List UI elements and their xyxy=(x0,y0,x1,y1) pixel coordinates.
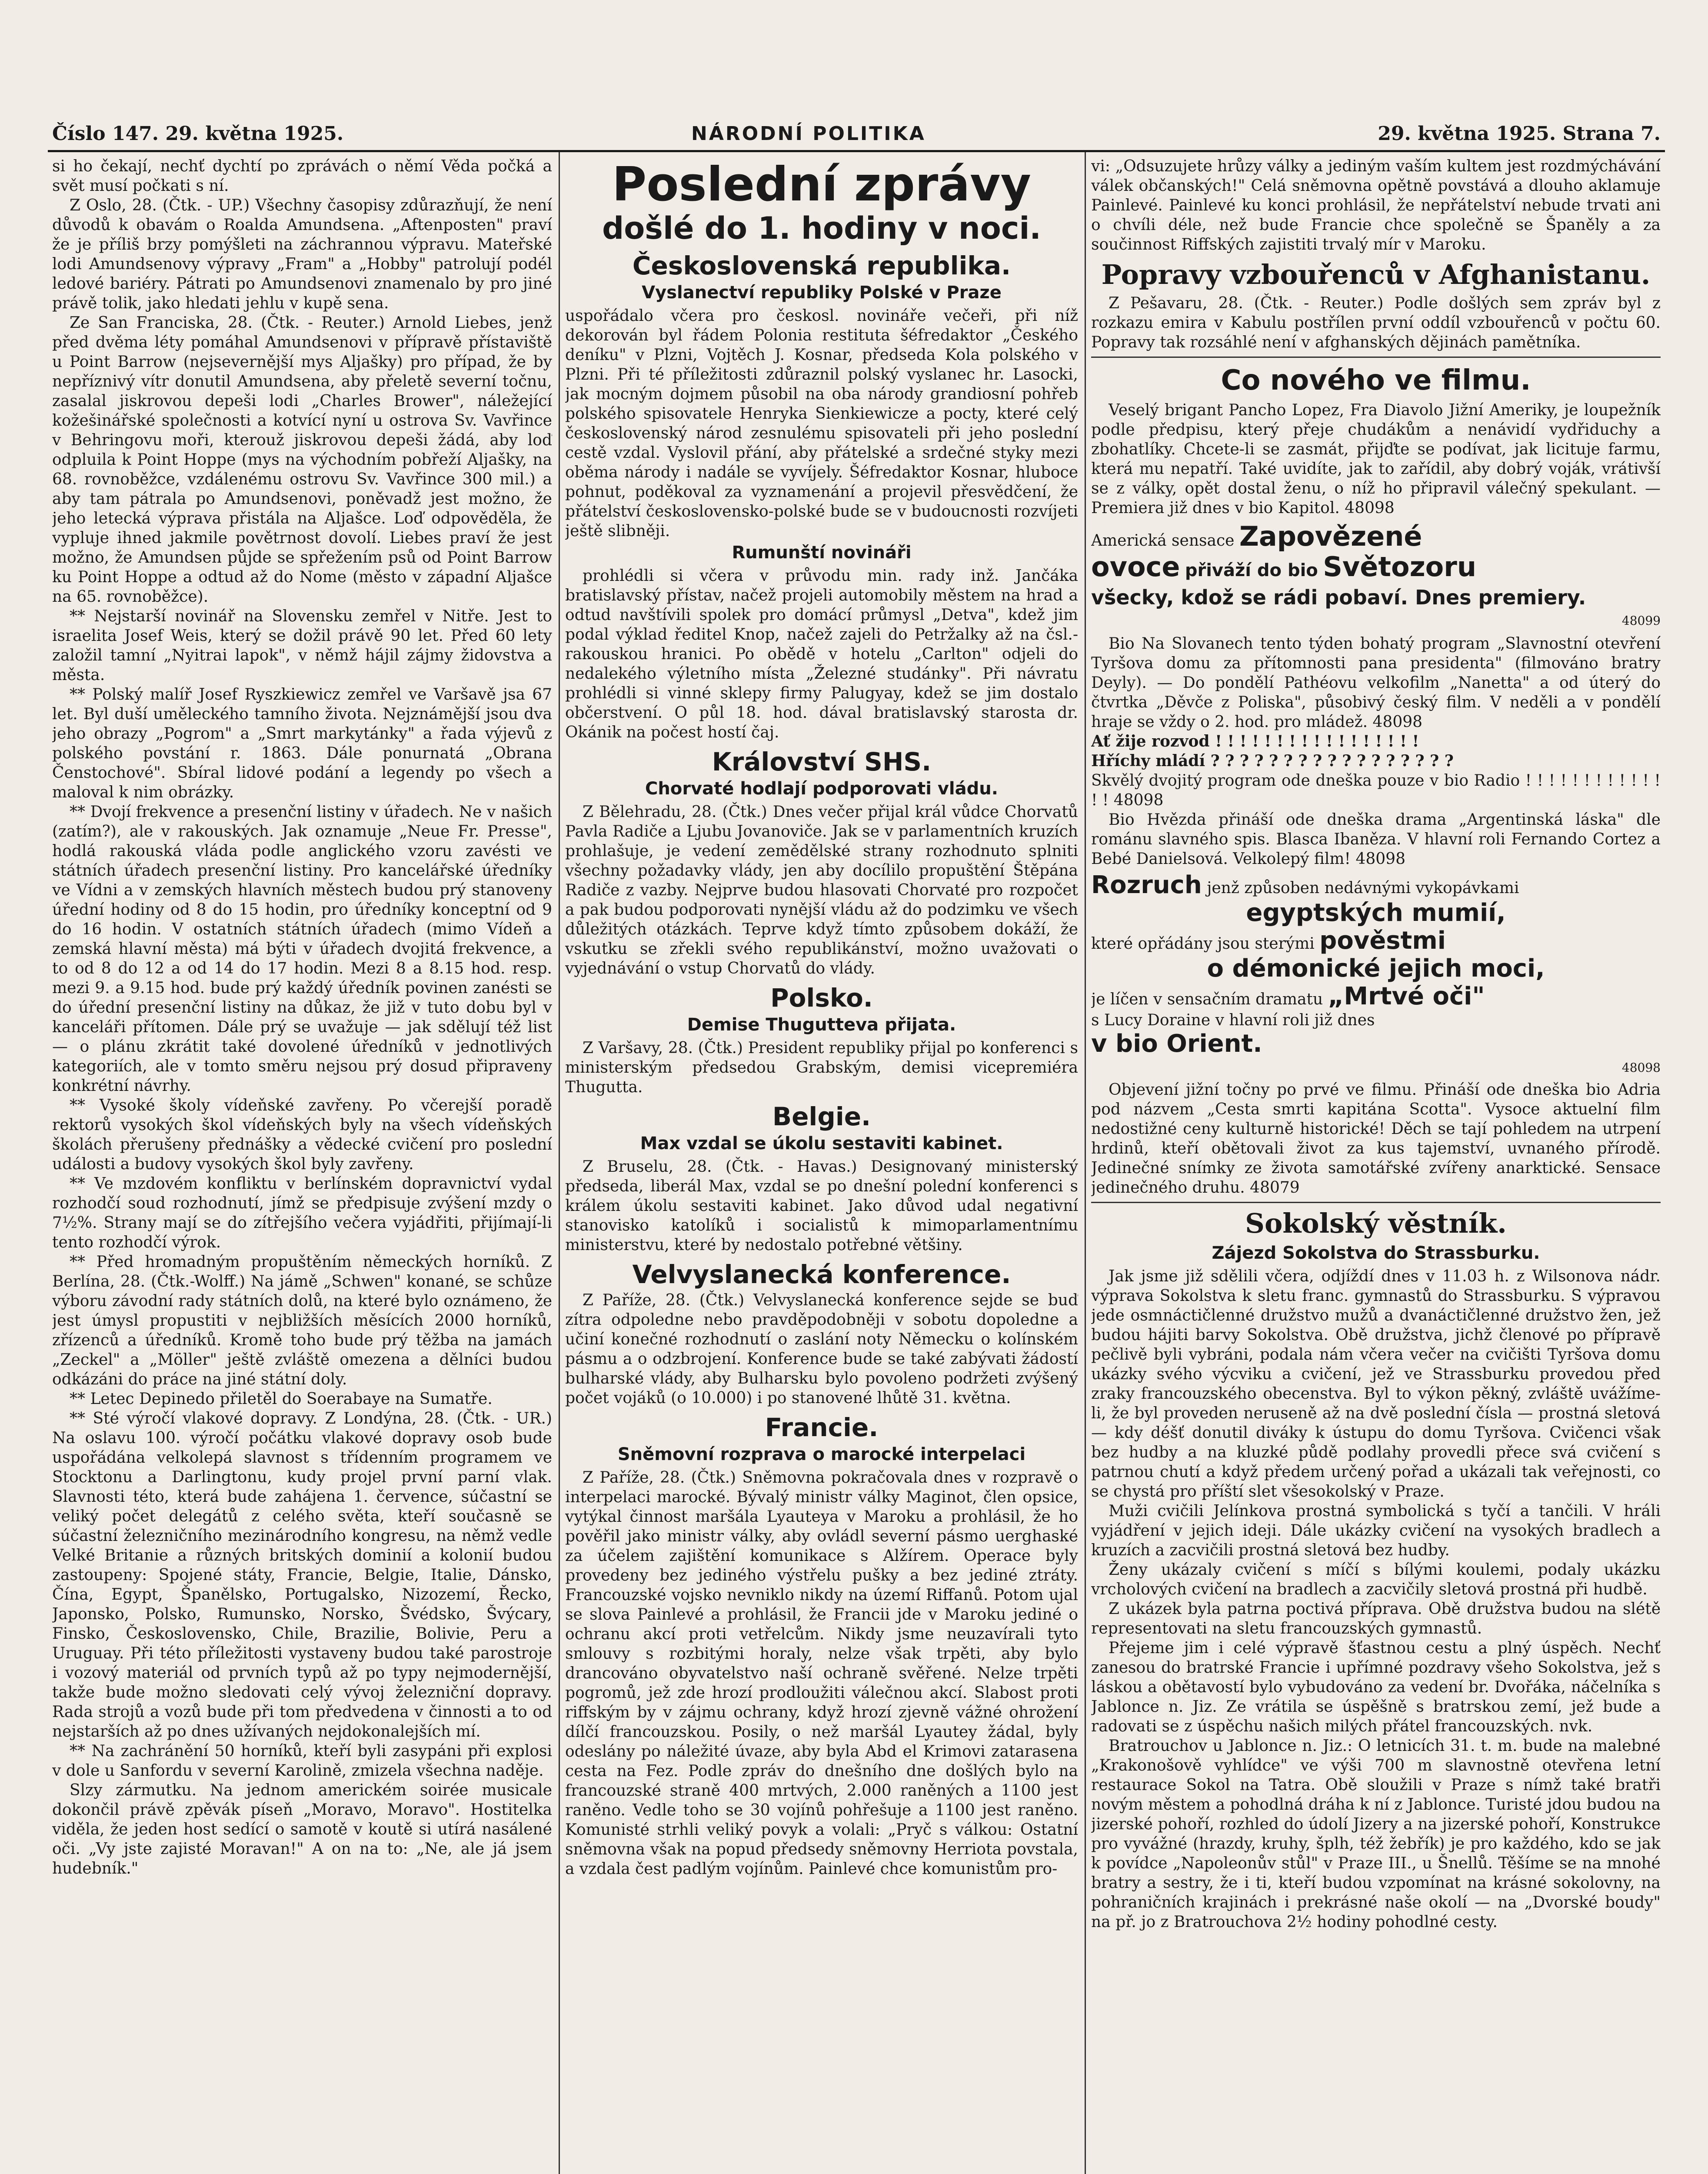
section-heading: Království SHS. xyxy=(712,747,932,777)
article-paragraph: Bio Na Slovanech tento týden bohatý program „Slavnostní otevření Tyršova domu za přítomnosti pana presidenta" (filmováno bratry Deyly). — Do pondělí Pathéovu velkofilm „Nanetta" a od úterý do čtvrtka „Děvče z Poliska", působivý český film. V neděli a v pondělí hraje se vždy o 2. hod. pro mládež. 48098 xyxy=(1091,635,1661,731)
article-paragraph: vi: „Odsuzujete hrůzy války a jediným vaším kultem jest rozdmýchávání válek občanských!" Celá sněmovna opětně povstává a dlouho aklamuje Painlevé. Painlevé ku konci prohlásil, že nepřátelství nebude trvati ani o chvíli déle, než bude Francie chce společně se Španěly a za součinnost Riffských zajistiti trvalý mír v Maroku. xyxy=(1091,157,1661,253)
article-paragraph: Skvělý dvojitý program ode dneška pouze v bio Radio ! ! ! ! ! ! ! ! ! ! ! ! ! ! 48098 xyxy=(1091,772,1661,809)
banner-title: Poslední zprávy xyxy=(612,157,1031,212)
advert-headline: egyptských mumií, xyxy=(1246,899,1506,927)
section-subheading: Max vzdal se úkolu sestaviti kabinet. xyxy=(640,1134,1003,1154)
article-paragraph: Z Bruselu, 28. (Čtk. - Havas.) Designovaný ministerský předseda, liberál Max, vzdal se po dnešní polední konferenci s králem úkolu sestaviti kabinet. Jako důvod udal negativní stanovisko katolíků i socialistů k mimoparlamentnímu ministerstvu, které by nedostalo potřebné většiny. xyxy=(565,1158,1078,1254)
header-rule xyxy=(48,150,1665,152)
masthead: NÁRODNÍ POLITIKA xyxy=(691,123,926,145)
article-paragraph: ** Na zachránění 50 horníků, kteří byli zasypáni při explosi v dole u Sanfordu v severní Karolině, zmizela všechna naděje. xyxy=(52,1742,552,1780)
column-rule-1 xyxy=(559,152,560,2174)
article-paragraph: ** Ve mzdovém konfliktu v berlínském dopravnictví vydal rozhodčí soud rozhodnutí, jímž se předpisuje zvýšení mzdy o 7½%. Strany mají se do zítřejšího večera vyjádřiti, přijímají-li tento rozhodčí výrok. xyxy=(52,1175,552,1251)
page-number: 29. května 1925. Strana 7. xyxy=(1378,123,1661,145)
column-middle xyxy=(565,157,1078,2174)
advert-headline: ovoce xyxy=(1091,551,1180,583)
divider xyxy=(1091,357,1661,358)
advert-code: 48098 xyxy=(1621,1060,1661,1075)
article-paragraph: Bio Hvězda přináší ode dneška drama „Argentinská láska" dle románu slavného spis. Blasca Ibaněza. V hlavní roli Fernando Cortez a Bebé Danielsová. Velkolepý film! 48098 xyxy=(1091,811,1661,868)
article-paragraph: ** Nejstarší novinář na Slovensku zemřel v Nitře. Jest to israelita Josef Weis, který se dožil právě 90 let. Před 60 lety založil tamní „Nyitrai lapok", v němž hájil zájmy židovstva a města. xyxy=(52,607,552,684)
advert-code: 48099 xyxy=(1621,614,1661,628)
advert-rozruch xyxy=(1091,871,1661,1077)
advert-headline: Světozoru xyxy=(1323,551,1476,583)
advert-headline: „Mrtvé oči" xyxy=(1328,982,1485,1010)
article-paragraph: ** Vysoké školy vídeňské zavřeny. Po včerejší poradě rektorů vysokých škol vídeňských byly na všech vídeňských školách přerušeny přednášky a vědecké cvičení pro poslední události a budovy vysokých škol byly zavřeny. xyxy=(52,1097,552,1173)
column-rule-2 xyxy=(1085,152,1086,2174)
section-subheading: Chorvaté hodlají podporovati vládu. xyxy=(645,779,998,799)
article-paragraph: Bratrouchov u Jablonce n. Jiz.: O letnicích 31. t. m. bude na malebné „Krakonošově vyhlídce" ve výši 700 m slavnostně otevřena letní restaurace Sokol na Tatra. Obě sloužili v Praze s nímž také bratři novým městem a pohodlná dráha k ní z Jablonce. Turisté jdou budou na jizerské pohoří, rozhled do údolí Jizery a na jizerské pohoří, Konstrukce pro vyvážné (hrazdy, kruhy, šplh, též žebřík) je pro každého, kdo se jak k povídce „Napoleonův stůl" v Praze III., u Šnellů. Těšíme se na mnohé bratry a sestry, že i ti, kteří budou vzpomínat na krásné sokolovny, na pohraničních krajinách i prekrásné naše okolí — na „Dvorské boudy" na př. jo z Bratrouchova 2½ hodiny pohodlné cesty. xyxy=(1091,1737,1661,1931)
advert-line: Ať žije rozvod ! ! ! ! ! ! ! ! ! ! ! ! ! ! ! ! ! xyxy=(1091,732,1419,750)
article-paragraph: ** Sté výročí vlakové dopravy. Z Londýna, 28. (Čtk. - UR.) Na oslavu 100. výročí počátku vlakové dopravy osob bude uspořádána velkolepá slavnost s třídenním programem ve Stocktonu a Darlingtonu, kudy projel první parní vlak. Slavnosti této, která bude zahájena 1. července, súčastní se veliký počet delegátů z celého světa, kteří současně se súčastní železničního mezinárodního kongresu, na němž vedle Velké Britanie a různých britských dominií a kolonií budou zastoupeny: Spojené státy, Francie, Belgie, Italie, Dánsko, Čína, Egypt, Španělsko, Portugalsko, Nizozemí, Řecko, Japonsko, Polsko, Rumunsko, Norsko, Švédsko, Švýcary, Finsko, Československo, Chile, Brazilie, Bolivie, Peru a Uruguay. Při této příležitosti vystaveny budou také parostroje i vozový materiál od prvních typů až po typy nejmodernější, takže bude možno sledovati celý vývoj železniční dopravy. Rada strojů a vozů bude při tom předvedena v činnosti a to od nejstarších až po dnes užívaných nejdokonalejších mí. xyxy=(52,1410,552,1741)
article-paragraph: Muži cvičili Jelínkova prostná symbolická s tyčí a tančili. V hráli vyjádření v jejich ideji. Dále ukázky cvičení na vysokých bradlech a kruzích a zacvičili prostná sletová bez hudby. xyxy=(1091,1502,1661,1559)
article-paragraph: Z Varšavy, 28. (Čtk.) President republiky přijal po konferenci s ministerským předsedou Grabským, demisi vicepremiéra Thugutta. xyxy=(565,1039,1078,1096)
section-subheading: Demise Thugutteva přijata. xyxy=(687,1015,956,1035)
divider xyxy=(1091,1202,1661,1203)
advert-text: jenž způsoben nedávnými vykopávkami xyxy=(1207,879,1519,897)
section-heading: Belgie. xyxy=(772,1102,871,1131)
article-paragraph: Z Paříže, 28. (Čtk.) Sněmovna pokračovala dnes v rozpravě o interpelaci marocké. Bývalý ministr války Maginot, člen opsice, vytýkal činnost maršála Lyauteya v Maroku a prohlásil, že ho pověřil jako ministr války, aby ovládl severní pásmo uerghaské za účelem zajištění komunikace s Alžírem. Operace byly provedeny bez jediného výstřelu pušky a bez jediné ztráty. Francouzské vojsko nevniklo nikdy na území Riffanů. Potom ujal se slova Painlevé a prohlásil, že Francii jde v Maroku jediné o ochranu akcí proti vetřelcům. Nikdy jsme neuzavírali tyto smlouvy s rozbitými horaly, nelze však trpěti, aby bylo drancováno obyvatelstvo naší ochraně svěřené. Nelze trpěti pogromů, jež zde hrozí prodloužiti válečnou akcí. Slabost proti riffským by v zájmu ochrany, když hrozí zjevně vážné ohrožení dílčí francouzskou. Posily, o než maršál Lyautey žádal, byly odeslány po náležité úvaze, aby byla Abd el Krimovi zatarasena cesta na Fez. Podle zpráv do dnešního dne došlých bylo na francouzské straně 400 mrtvých, 2.000 raněných a 1100 jest raněno. Vedle toho se 30 vojínů pohřešuje a 1100 jest raněno. Komunisté strhli veliký povyk a volali: „Pryč s válkou: Ostatní sněmovna však na popud předsedy sněmovny Herriota povstala, a vzdala čest padlým vojínům. Painlevé chce komunistům pro- xyxy=(565,1469,1078,1878)
advert-text: Americká sensace xyxy=(1091,532,1235,550)
column-right xyxy=(1091,157,1661,2174)
article-paragraph: ** Letec Depinedo přiletěl do Soerabaye na Sumatře. xyxy=(70,1390,493,1408)
article-paragraph: ** Polský malíř Josef Ryszkiewicz zemřel ve Varšavě jsa 67 let. Byl duší uměleckého tamního života. Nejznámější jsou dva jeho obrazy „Pogrom" a „Smrt markytánky" a řada výjevů z polského povstání r. 1863. Dále ponurnatá „Obrana Čenstochové". Sbíral lidové podání a legendy po všech a maloval k nim obrázky. xyxy=(52,686,552,801)
article-paragraph: uspořádalo včera pro českosl. novináře večeři, při níž dekorován byl řádem Polonia restituta šéfredaktor „Českého deníku" v Plzni, Vojtěch J. Kosnar, předseda Kola polského v Plzni. Při té příležitosti zdůraznil polský vyslanec hr. Lasocki, jak mocným dojmem působil na oba národy grandiosní pohřeb polského spisovatele Henryka Sienkiewicze a pocty, které celý československý národ zesnulému spisovateli při jeho poslední cestě vzdal. Vyslovil přání, aby přátelské a srdečné styky mezi oběma národy i nadále se vyvíjely. Šéfredaktor Kosnar, hluboce pohnut, poděkoval za vyznamenání a projevil přesvědčení, že přátelství československo-polské bude se v budoucnosti rozvíjeti ještě slibněji. xyxy=(565,307,1078,540)
advert-text: všecky, kdož se rádi pobaví. Dnes premiery. xyxy=(1091,586,1586,609)
article-paragraph: Z Bělehradu, 28. (Čtk.) Dnes večer přijal král vůdce Chorvatů Pavla Radiče a Ljubu Jovanoviče. Jak se v parlamentních kruzích prohlašuje, je vedení zemědělské strany rozhodnuto splniti všechny požadavky vlády, jen aby docílilo propuštění Štěpána Radiče z vazby. Nejprve budou hlasovati Chorvaté pro rozpočet a pak budou podporovati nynější vládu až do podzimku ve všech důležitých otázkách. Teprve když tímto způsobem dokáží, že vskutku se zřekli svého republikánství, možno uvažovati o vyjednávání o vstup Chorvatů do vlády. xyxy=(565,803,1078,977)
advert-headline: Zapovězené xyxy=(1239,520,1422,552)
section-subheading: Vyslanectví republiky Polské v Praze xyxy=(642,283,1002,303)
article-paragraph: Ze San Franciska, 28. (Čtk. - Reuter.) Arnold Liebes, jenž před dvěma léty pomáhal Amundsenovi v přípravě přístaviště u Point Barrow (nejsevernější mys Aljašky) pro případ, že by nepříznivý vítr donutil Amundsena, aby přeletě severní točnu, zasalal jiskrovou depeši lodi „Charles Brower", náležející kožešinářské společnosti a kotvící nyní u ostrova Sv. Vavřince v Behringovu moři, kterouž jiskrovou depeši žádá, aby loď odpluila k Point Hoppe (mys na východním pobřeží Aljašky, na 68. rovnoběžce, vzdálenému ostrovu Sv. Vavřince 300 mil.) a aby tam pátrala po Amundsenovi, poněvadž jest možno, že jeho letecká výprava přistála na Aljašce. Loď odpověděla, že vypluje ihned jakmile povětrnost dovolí. Liebes praví že jest možno, že Amundsen půjde se spřežením psů od Point Barrow ku Point Hoppe a odtud až do Nome (město v západní Aljašce na 65. rovnoběžce). xyxy=(52,314,552,606)
section-heading: Sokolský věstník. xyxy=(1245,1207,1507,1239)
advert-zapovezene xyxy=(1091,521,1661,630)
article-paragraph: Přejeme jim i celé výpravě šťastnou cestu a plný úspěch. Nechť zanesou do bratrské Francie i upřímné pozdravy všeho Sokolstva, jež s láskou a obětavostí bylo vybudováno za vedení br. Dvořáka, náčelníka s Jablonce n. Jiz. Ze vrátila se úspěšně s bratrskou zemí, jež bude a radovati se z úspěchu našich milých přátel francouzských. nvk. xyxy=(1091,1639,1661,1735)
banner-subtitle: došlé do 1. hodiny v noci. xyxy=(602,210,1041,246)
advert-headline: Rozruch xyxy=(1091,871,1202,899)
article-paragraph: Jak jsme již sdělili včera, odjíždí dnes v 11.03 h. z Wilsonova nádr. výprava Sokolstva k sletu franc. gymnastů do Strassburku. S výpravou jede osmnáctičlenné družstvo mužů a dvanáctičlenné družstvo žen, jež budou hájiti barvy Sokolstva. Obě družstva, jichž členové po přípravě pečlivě byli vybráni, podala nám včera večer na cvičišti Tyršova domu ukázky svého výcviku a cvičení, jež ve Strassburku provedou před zraky francouzského obecenstva. Byl to výkon pěkný, zvláště uvážíme-li, že byl proveden neruseně až na dvě poslední čísla — prostná sletová — kdy déšť donutil diváky k ústupu do domu Tyršova. Cvičenci však bez hudby a na kluzké půdě podlahy provedli přece svá cvičení s patrnou chutí a když předem určený pořad a ukázali tak veřejnosti, co se chystá pro příští slet všesokolský v Praze. xyxy=(1091,1267,1661,1500)
article-paragraph: Objevení jižní točny po prvé ve filmu. Přináší ode dneška bio Adria pod názvem „Cesta smrti kapitána Scotta". Vysoce aktuelní film nedostižné ceny kulturně historické! Děch se tají pohledem na utrpení hrdinů, kteří obětovali život za kus tajemství, uvnaného přírodě. Jedinečné snímky ze života samotářské zvířeny anarktické. Sensace jedinečného druhu. 48079 xyxy=(1091,1081,1661,1197)
advert-headline: o démonické jejich moci, xyxy=(1207,954,1545,983)
advert-text: které opřádány jsou sterými xyxy=(1091,935,1315,953)
article-paragraph: Slzy zármutku. Na jednom americkém soirée musicale dokončil právě zpěvák píseň „Moravo, Moravo". Hostitelka viděla, že jeden host sedící o samotě v koutě si utírá nasálené oči. „Vy jste zajisté Moravan!" A on na to: „Ne, ale já jsem hudebník." xyxy=(52,1781,552,1877)
section-heading: Popravy vzbouřenců v Afghanistanu. xyxy=(1101,259,1651,290)
article-paragraph: ** Před hromadným propuštěním německých horníků. Z Berlína, 28. (Čtk.-Wolff.) Na jámě „Schwen" konané, se schůze výboru závodní rady státních dolů, na které bylo oznámeno, že jest úmysl propustiti v nejbližších měsících 2000 horníků, zřízenců a úředníků. Kromě toho bude prý těžba na jamách „Zeckel" a „Möller" ještě zvláště omezena a dělníci budou odkázáni do práce na jiné státní doly. xyxy=(52,1253,552,1388)
section-subheading: Zájezd Sokolstva do Strassburku. xyxy=(1212,1243,1540,1263)
advert-text: je líčen v sensačním dramatu xyxy=(1091,990,1323,1008)
article-paragraph: Z Paříže, 28. (Čtk.) Velvyslanecká konference sejde se buď zítra odpoledne nebo pravděpodobněji v sobotu dopoledne a učiní konečné rozhodnutí o zaslání noty Německu o kolínském pásmu a o odzbrojení. Konference bude se také zabývati žádostí bulharské vlády, aby Bulharsku bylo povoleno podržeti zvýšený počet vojáků (o 10.000) i po stanovené lhůtě 31. května. xyxy=(565,1291,1078,1407)
article-paragraph: Z Pešavaru, 28. (Čtk. - Reuter.) Podle došlých sem zpráv byl z rozkazu emira v Kabulu postřílen první oddíl vzbouřenců v počtu 60. Popravy tak rozsáhlé není v afghanských dějinách pamětníka. xyxy=(1091,294,1661,351)
advert-text: s Lucy Doraine v hlavní roli již dnes xyxy=(1091,1011,1375,1029)
section-subheading: Rumunští novináři xyxy=(732,543,912,563)
section-heading: Francie. xyxy=(765,1413,879,1442)
advert-headline: pověstmi xyxy=(1319,927,1446,955)
article-paragraph: Z ukázek byla patrna poctivá příprava. Obě družstva budou na slétě representovati na sletu francouzských gymnastů. xyxy=(1091,1600,1661,1637)
article-paragraph: si ho čekají, nechť dychtí po zprávách o němí Věda počká a svět musí počkati s ní. xyxy=(52,157,552,195)
section-subheading: Sněmovní rozprava o marocké interpelaci xyxy=(617,1444,1026,1464)
section-heading: Co nového ve filmu. xyxy=(1221,364,1531,397)
article-paragraph: prohlédli si včera v průvodu min. rady inž. Jančáka bratislavský přístav, načež projeli automobily městem na hrad a odtud navštívili spolek pro domácí průmysl „Detva", kdež jim podal výklad ředitel Knop, načež zajeli do Petržalky až na čsl.-rakouskou hranici. Po obědě v hotelu „Carlton" odjeli do nedalekého výletního místa „Železné studánky". Při návratu prohlédli si vinné sklepy firmy Palugyay, kdež se jim dostalo občerstvení. O půl 18. hod. dával bratislavský starosta dr. Okánik na počest hostí čaj. xyxy=(565,567,1078,741)
article-paragraph: Veselý brigant Pancho Lopez, Fra Diavolo Jižní Ameriky, je loupežník podle předpisu, který přeje chudákům a nenávidí vydřiduchy a zbohatlíky. Chcete-li se zasmát, přijďte se podívat, jak licituje farmu, která mu nepatří. Také uvidíte, jak to zařídil, aby dobrý voják, vrátivší se z války, opět dostal ženu, o níž ho připravil válečný spekulant. — Premiera již dnes v bio Kapitol. 48098 xyxy=(1091,401,1661,517)
article-paragraph: ** Dvojí frekvence a presenční listiny v úřadech. Ne v našich (zatím?), ale v rakouských. Jak oznamuje „Neue Fr. Presse", hodlá rakouská vláda podle anglického vzoru zavésti ve státních úřadech presenční listiny. Pro kancelářské úředníky ve Vídni a v zemských hlavních městech budou prý stanoveny úřední hodiny od 8 do 15 hodin, pro úředníky konceptní od 9 do 16 hodin. V ostatních státních úřadech (mimo Vídeň a zemská hlavní města) má býti v úřadech dvojitá frekvence, a to od 8 do 12 a od 14 do 17 hodin. Mezi 8 a 8.15 hod. resp. mezi 9. a 9.15 hod. bude prý každý úředník povinen zanésti se do úřední presenční listiny na důkaz, že již v tuto dobu byl v kanceláři přítomen. Dále prý se uvažuje — jak sdělují též list — o plánu zkrátit také dovolené úředníků v jednotlivých kategoriích, ale v tomto směru nejsou prý dosud připraveny konkrétní návrhy. xyxy=(52,803,552,1095)
section-heading: Velvyslanecká konference. xyxy=(632,1260,1011,1289)
issue-date: Číslo 147. 29. května 1925. xyxy=(52,123,344,145)
section-heading: Polsko. xyxy=(770,983,873,1013)
page-header xyxy=(52,123,1661,149)
advert-headline: v bio Orient. xyxy=(1091,1030,1262,1058)
article-paragraph: Ženy ukázaly cvičení s míčí s bílými koulemi, podaly ukázku vrcholových cvičení na bradlech a zacvičily sletová prostná při hudbě. xyxy=(1091,1561,1661,1598)
section-heading: Československá republika. xyxy=(632,251,1011,280)
article-paragraph: Z Oslo, 28. (Čtk. - UP.) Všechny časopisy zdůrazňují, že není důvodů k obavám o Roalda Amundsena. „Aftenposten" praví že je příliš brzy pomýšleti na záchrannou výpravu. Mateřské lodi Amundsenovy výpravy „Fram" a „Hobby" patrolují podél ledové bariéry. Pátrati po Amundsenovi znamenalo by pro jiné právě tolik, jako hledati jehlu v kupě sena. xyxy=(52,197,552,312)
column-left xyxy=(52,157,552,2174)
advert-text: přiváží do bio xyxy=(1185,560,1318,580)
advert-line: Hříchy mládí ? ? ? ? ? ? ? ? ? ? ? ? ? ? ? ? ? xyxy=(1091,752,1454,770)
